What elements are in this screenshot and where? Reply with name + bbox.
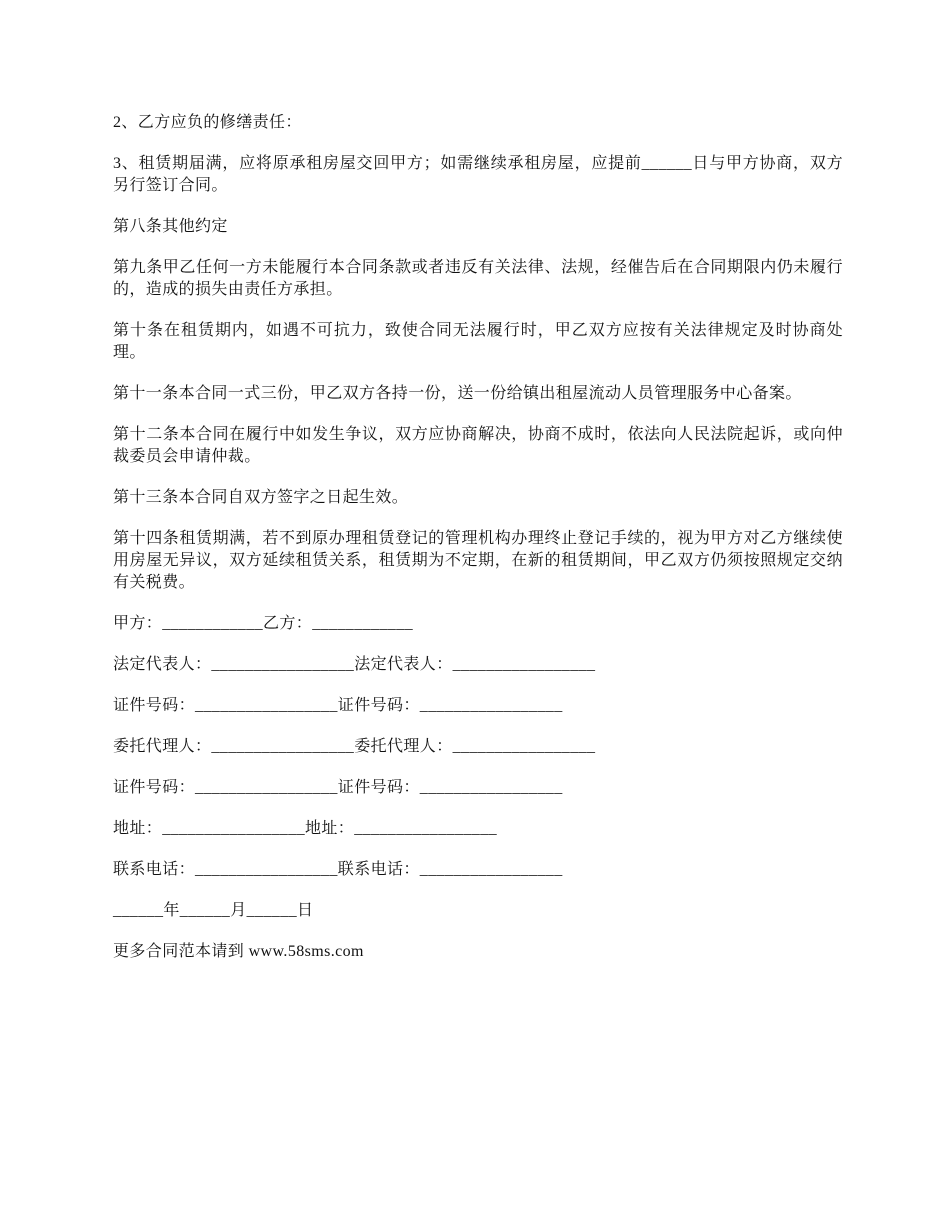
legal-representative-line: 法定代表人：_________________法定代表人：_________________ [113,656,596,673]
date-line: ______年______月______日 [113,902,314,919]
article-14: 第十四条租赁期满，若不到原办理租赁登记的管理机构办理终止登记手续的，视为甲方对乙方继续使用房屋无异议，双方延续租赁关系，租赁期为不定期，在新的租赁期间，甲乙双方仍须按照规定交纳有关税费。 [113,530,843,591]
article-10: 第十条在租赁期内，如遇不可抗力，致使合同无法履行时，甲乙双方应按有关法律规定及时协商处理。 [113,322,843,361]
clause-lease-expiry: 3、租赁期届满，应将原承租房屋交回甲方；如需继续承租房屋，应提前______日与甲方协商，双方另行签订合同。 [113,155,843,194]
clause-repair-responsibility: 2、乙方应负的修缮责任： [113,114,302,131]
id-number-line: 证件号码：_________________证件号码：_________________ [113,697,563,714]
document-page [113,112,843,982]
article-11: 第十一条本合同一式三份，甲乙双方各持一份，送一份给镇出租屋流动人员管理服务中心备案。 [113,385,802,402]
footer-more-templates: 更多合同范本请到 www.58sms.com [113,943,364,960]
article-12: 第十二条本合同在履行中如发生争议，双方应协商解决，协商不成时，依法向人民法院起诉，或向仲裁委员会申请仲裁。 [113,426,843,465]
article-8-heading: 第八条其他约定 [113,218,228,235]
phone-line: 联系电话：_________________联系电话：_________________ [113,861,563,878]
address-line: 地址：_________________地址：_________________ [113,820,497,837]
authorized-agent-line: 委托代理人：_________________委托代理人：_________________ [113,738,596,755]
article-9: 第九条甲乙任何一方未能履行本合同条款或者违反有关法律、法规，经催告后在合同期限内仍未履行的，造成的损失由责任方承担。 [113,259,843,298]
agent-id-number-line: 证件号码：_________________证件号码：_________________ [113,779,563,796]
party-signature-line: 甲方：____________乙方：____________ [113,615,413,632]
article-13: 第十三条本合同自双方签字之日起生效。 [113,489,409,506]
